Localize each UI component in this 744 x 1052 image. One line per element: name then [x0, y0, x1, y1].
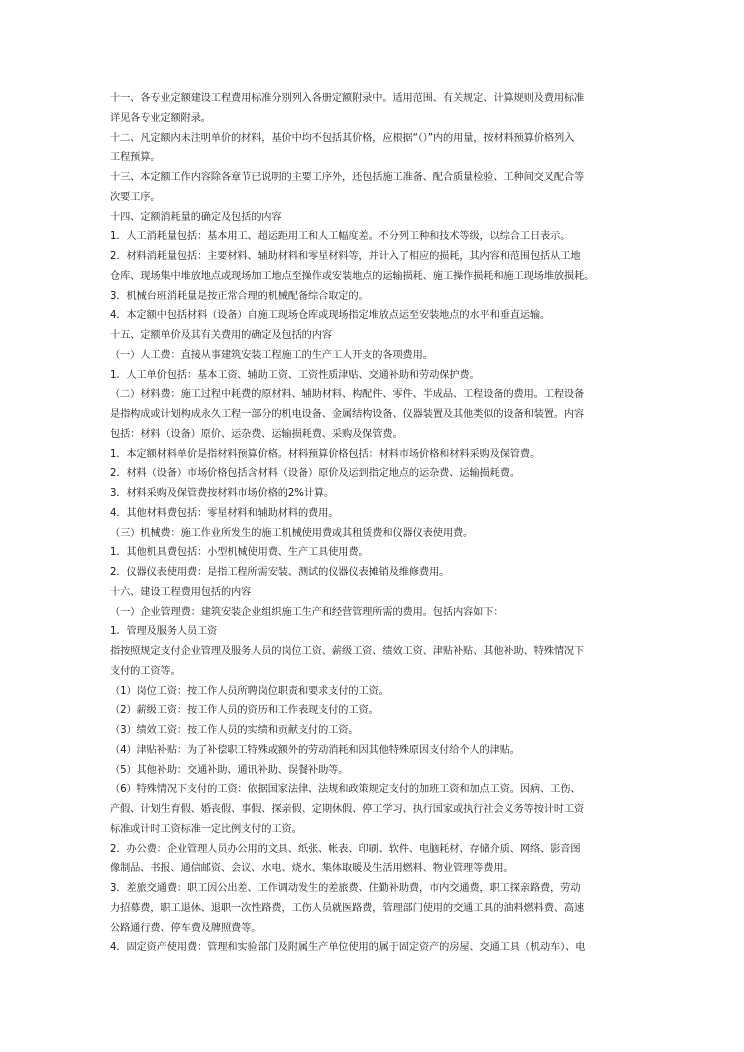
text-line: 4．固定资产使用费：管理和实验部门及附属生产单位使用的属于固定资产的房屋、交通工具（机动车）、电	[110, 942, 586, 954]
text-line: 是指构成或计划构成永久工程一部分的机电设备、金属结构设备、仪器装置及其他类似的设备和装置。内容	[110, 409, 585, 420]
text-line: （5）其他补助：交通补助、通讯补助、误餐补助等。	[110, 764, 349, 776]
text-line: 次要工序。	[110, 191, 161, 203]
text-line: 2．材料（设备）市场价格包括含材料（设备）原价及运到指定地点的运杂费、运输损耗费。	[110, 468, 520, 480]
text-line: 1．其他机具费包括：小型机械使用费、生产工具使用费。	[110, 547, 369, 559]
document-page	[110, 89, 642, 958]
text-line: 1．人工单价包括：基本工资、辅助工资、工资性质津贴、交通补助和劳动保护费。	[110, 369, 480, 381]
text-line: 十四、定额消耗量的确定及包括的内容	[110, 211, 282, 223]
text-line: 十二、凡定额内未注明单价的材料，基价中均不包括其价格，应根据“（）”内的用量，按材料预算价格列入	[110, 132, 575, 144]
text-line: 产假、计划生育假、婚丧假、事假、探亲假、定期休假、停工学习、执行国家或执行社会义务等按计时工资	[110, 804, 585, 815]
text-line: 4．其他材料费包括：零星材料和辅助材料的费用。	[110, 507, 339, 519]
text-line: （1）岗位工资：按工作人员所聘岗位职责和要求支付的工资。	[110, 685, 389, 697]
text-line: 详见各专业定额附录。	[110, 112, 211, 124]
text-line: 力招募费，职工退休、退职一次性路费，工伤人员就医路费，管理部门使用的交通工具的油料燃料费、高速	[110, 902, 585, 914]
text-line: 十六、建设工程费用包括的内容	[110, 586, 252, 598]
text-line: （2）薪级工资：按工作人员的资历和工作表现支付的工资。	[110, 705, 379, 717]
text-line: 包括：材料（设备）原价、运杂费、运输损耗费、采购及保管费。	[110, 428, 403, 440]
text-line: 公路通行费、停车费及牌照费等。	[110, 922, 262, 934]
text-line: （4）津贴补贴：为了补偿职工特殊或额外的劳动消耗和因其他特殊原因支付给个人的津贴。	[110, 744, 520, 756]
text-line: 2．办公费：企业管理人员办公用的文具、纸张、帐表、印刷、软件、电脑耗材、存储介质、网络、影音图	[110, 843, 581, 855]
text-line: 1．人工消耗量包括：基本用工、超运距用工和人工幅度差。不分列工种和技术等级，以综合工日表示。	[110, 231, 571, 243]
text-line: （三）机械费：施工作业所发生的施工机械使用费或其租赁费和仪器仪表使用费。	[110, 527, 474, 539]
text-line: 十三、本定额工作内容除各章节已说明的主要工序外，还包括施工准备、配合质量检验、工种间交叉配合等	[110, 172, 585, 183]
text-line: 3．材料采购及保管费按材料市场价格的2%计算。	[110, 488, 335, 499]
text-line: 指按照规定支付企业管理及服务人员的岗位工资、薪级工资、绩效工资、津贴补贴、其他补助、特殊情况下	[110, 646, 585, 657]
text-line: （6）特殊情况下支付的工资：依据国家法律、法规和政策规定支付的加班工资和加点工资。因病、工伤、	[110, 784, 581, 796]
text-line: （一）人工费：直接从事建筑安装工程施工的生产工人开支的各项费用。	[110, 349, 433, 361]
text-line: 十一、各专业定额建设工程费用标准分别列入各册定额附录中。适用范围、有关规定、计算规则及费用标准	[110, 93, 585, 104]
text-line: 支付的工资等。	[110, 665, 181, 677]
text-line: 仓库、现场集中堆放地点或现场加工地点至操作或安装地点的运输损耗、施工操作损耗和施工现场堆放损耗。	[110, 270, 595, 282]
text-line: （3）绩效工资：按工作人员的实绩和贡献支付的工资。	[110, 725, 359, 736]
text-line: 十五、定额单价及其有关费用的确定及包括的内容	[110, 330, 332, 341]
text-line: 2．材料消耗量包括：主要材料、辅助材料和零星材料等，并计入了相应的损耗，其内容和范围包括从工地	[110, 251, 581, 262]
text-line: 标准或计时工资标准一定比例支付的工资。	[110, 823, 302, 835]
text-line: 工程预算。	[110, 152, 161, 164]
text-line: （一）企业管理费：建筑安装企业组织施工生产和经营管理所需的费用。包括内容如下：	[110, 606, 504, 618]
text-line: （二）材料费：施工过程中耗费的原材料、辅助材料、构配件、零件、半成品、工程设备的费用。工程设备	[110, 389, 585, 401]
text-line: 1．本定额材料单价是指材料预算价格。材料预算价格包括：材料市场价格和材料采购及保管费。	[110, 448, 541, 460]
text-line: 4．本定额中包括材料（设备）自施工现场仓库或现场指定堆放点运至安装地点的水平和垂直运输。	[110, 310, 551, 322]
text-line: 2．仪器仪表使用费：是指工程所需安装、测试的仪器仪表摊销及维修费用。	[110, 567, 450, 578]
text-line: 3．差旅交通费：职工因公出差、工作调动发生的差旅费、住勤补助费，市内交通费，职工探亲路费，劳动	[110, 883, 581, 894]
text-line: 1．管理及服务人员工资	[110, 626, 218, 638]
text-line: 像制品、书报、通信邮资、会议、水电、烧水、集体取暖及生活用燃料、物业管理等费用。	[110, 863, 514, 875]
text-line: 3．机械台班消耗量是按正常合理的机械配备综合取定的。	[110, 290, 369, 302]
